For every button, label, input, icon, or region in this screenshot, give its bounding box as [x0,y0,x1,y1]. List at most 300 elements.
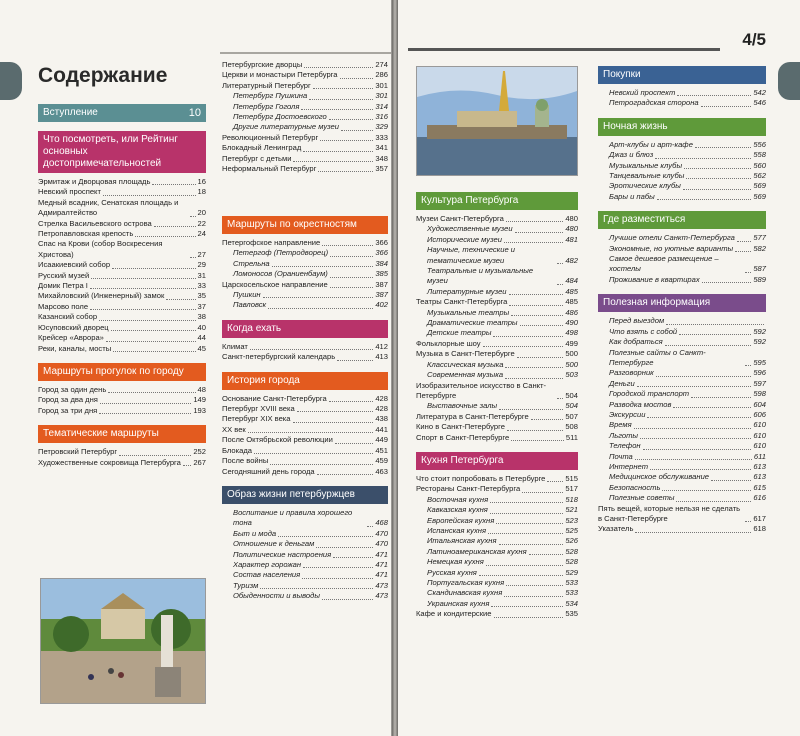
toc-entry-page: 515 [565,473,578,483]
toc-entry[interactable] [416,609,578,619]
toc-entry[interactable] [38,271,206,281]
toc-entry[interactable] [416,370,578,380]
leader-dots [711,480,751,481]
toc-entry[interactable] [416,568,578,578]
toc-entry-title: Петровский Петербург [38,447,118,457]
toc-entry[interactable] [38,198,206,219]
toc-entry[interactable] [222,581,388,591]
toc-entry-page: 569 [753,191,766,201]
toc-entry[interactable] [416,516,578,526]
leader-dots [684,168,751,169]
toc-entry-page: 617 [753,514,766,523]
leader-dots [152,184,195,185]
leader-dots [270,464,373,465]
toc-entry-page: 149 [193,395,206,405]
toc-entry[interactable] [222,446,388,456]
toc-entry-title: Безопасность [609,482,661,492]
toc-entry[interactable] [38,395,206,405]
toc-entry-title: Отношение к деньгам [233,539,315,549]
section-heading[interactable] [598,211,766,229]
leader-dots [302,578,373,579]
toc-entry[interactable] [38,458,206,468]
toc-entry-title: Эротические клубы [609,181,681,191]
toc-entry[interactable] [222,394,388,404]
toc-entry-page: 533 [565,578,578,587]
toc-entry-page: 449 [375,435,388,445]
leader-dots [557,263,563,264]
toc-entry[interactable] [38,291,206,301]
toc-entry[interactable] [416,422,578,432]
toc-entry[interactable] [598,452,766,462]
section-heading[interactable] [598,118,766,136]
toc-entry-title: Литературный Петербург [222,80,311,90]
toc-entry[interactable] [416,266,578,287]
leader-dots [112,268,195,269]
toc-entry-title: Спас на Крови (собор Воскресения Христова) [38,239,163,259]
toc-entry[interactable] [598,337,766,347]
toc-entry[interactable] [222,259,388,269]
toc-entry-page: 560 [753,160,766,170]
toc-entry[interactable] [416,474,578,484]
toc-entry[interactable] [416,433,578,443]
toc-entry[interactable] [222,70,388,80]
toc-entry[interactable] [416,526,578,536]
toc-entry[interactable] [416,297,578,307]
toc-entry-page: 471 [375,570,388,580]
toc-entry-page: 529 [565,567,578,577]
leader-dots [293,161,373,162]
toc-entry[interactable] [416,381,578,402]
toc-entry[interactable] [222,539,388,549]
toc-entry[interactable] [416,235,578,245]
toc-entry-page: 577 [753,233,766,243]
toc-entry[interactable] [598,379,766,389]
leader-dots [318,171,373,172]
toc-entry-title: Петербург Достоевского [233,112,327,122]
toc-entry[interactable] [598,140,766,150]
toc-column-3 [416,192,578,629]
leader-dots [90,288,196,289]
leader-dots [250,349,373,350]
toc-entry-page: 37 [197,301,206,311]
toc-entry[interactable] [222,81,388,91]
leader-dots [330,277,374,278]
toc-entry-page: 503 [565,370,578,380]
toc-entry-title: Русский музей [38,270,90,280]
toc-entry-title: Рестораны Санкт-Петербурга [416,484,521,494]
toc-entry[interactable] [38,312,206,322]
toc-entry-title: Воспитание и правила хорошего тона [233,507,353,528]
toc-entry-page: 35 [197,291,206,301]
toc-entry[interactable] [416,588,578,598]
toc-entry-page: 534 [565,598,578,608]
toc-entry-page: 20 [197,208,206,218]
toc-entry-title: Музыкальные театры [427,307,510,317]
toc-section [222,216,388,311]
toc-entry[interactable] [222,290,388,300]
toc-entry-page: 518 [565,494,578,504]
toc-entry[interactable] [222,280,388,290]
toc-entry-page: 528 [565,557,578,567]
toc-entry[interactable] [222,456,388,466]
leader-dots [190,257,196,258]
leader-dots [655,158,751,159]
leader-dots [499,409,563,410]
toc-entry[interactable] [38,406,206,416]
toc-entry[interactable] [222,425,388,435]
leader-dots [509,294,564,295]
toc-entry[interactable] [598,441,766,451]
leader-dots [268,308,373,309]
leader-dots [119,455,191,456]
toc-entry[interactable] [598,493,766,503]
toc-entry-title: Марсово поле [38,301,89,311]
toc-entry[interactable] [222,414,388,424]
toc-entry[interactable] [38,281,206,291]
toc-entry-title: После войны [222,456,269,466]
toc-entry[interactable] [38,177,206,187]
toc-entry-title: Самое дешевое размещение – хостелы [609,254,719,274]
toc-entry[interactable] [598,161,766,171]
toc-entry[interactable] [416,599,578,609]
toc-entry[interactable] [598,181,766,191]
toc-entry-page: 301 [375,91,388,101]
leader-dots [529,554,564,555]
toc-entry[interactable] [222,269,388,279]
toc-entry-page: 504 [565,390,578,400]
leader-dots [90,309,195,310]
toc-entry[interactable] [598,275,766,285]
toc-entry-title: Латиноамериканская кухня [427,546,527,556]
toc-entry[interactable] [222,133,388,143]
leader-dots [701,106,752,107]
toc-entry[interactable] [38,302,206,312]
toc-entry[interactable] [598,316,766,326]
toc-entry[interactable] [598,254,766,275]
toc-entry-title: Блокада [222,445,253,455]
section-heading[interactable] [416,192,578,210]
toc-entry[interactable] [416,536,578,546]
toc-entry[interactable] [222,529,388,539]
toc-entry-page: 562 [753,171,766,181]
toc-entry-page: 341 [375,143,388,153]
toc-entry-title: Европейская кухня [427,515,495,525]
leader-dots [677,95,751,96]
leader-dots [304,67,373,68]
leader-dots [745,521,751,522]
section-heading[interactable] [416,452,578,470]
toc-entry[interactable] [416,328,578,338]
section-title: Что посмотреть, или Рейтинг основных достопримечательностей [43,134,178,169]
toc-entry[interactable] [416,245,578,266]
leader-dots [335,443,373,444]
leader-dots [297,411,374,412]
leader-dots [673,407,751,408]
section-heading[interactable] [38,131,206,173]
toc-entry-title: Драматические театры [427,318,518,328]
toc-entry-title: Итальянская кухня [427,536,497,546]
toc-entry-title: Детские театры [427,328,492,338]
toc-entry[interactable] [222,300,388,310]
leader-dots [483,346,564,347]
toc-entry[interactable] [222,570,388,580]
leader-dots [676,501,751,502]
toc-entry-title: Русская кухня [427,567,477,577]
toc-entry[interactable] [598,192,766,202]
section-title: Когда ехать [227,322,282,334]
toc-entry[interactable] [222,404,388,414]
toc-entry[interactable] [598,171,766,181]
toc-entry-page: 468 [375,518,388,528]
page-title: Содержание [38,64,168,87]
toc-entry[interactable] [598,400,766,410]
toc-entry[interactable] [416,401,578,411]
leader-dots [662,490,751,491]
toc-entry[interactable] [598,98,766,108]
toc-entry-title: Эрмитаж и Дворцовая площадь [38,177,151,186]
toc-entry-title: Исаакиевский собор [38,260,111,270]
toc-entry[interactable] [222,154,388,164]
toc-entry-title: Город за два дня [38,395,98,405]
toc-entry[interactable] [38,187,206,197]
toc-entry[interactable] [38,219,206,229]
toc-column-2 [222,216,388,611]
toc-entry[interactable] [222,122,388,132]
toc-entry-title: Другие литературные музеи [233,122,340,132]
toc-entry-title: Домик Петра I [38,281,88,291]
leader-dots [303,567,373,568]
toc-entry[interactable] [222,550,388,560]
toc-entry[interactable] [222,591,388,601]
toc-entry[interactable] [38,239,206,260]
toc-entry-page: 610 [753,420,766,430]
toc-entry[interactable] [222,112,388,122]
toc-entry-page: 385 [375,269,388,279]
section-heading[interactable] [38,363,206,381]
toc-entry-page: 604 [753,399,766,409]
toc-entry[interactable] [598,420,766,430]
toc-entry[interactable] [598,462,766,472]
leader-dots [504,242,563,243]
toc-entry-title: Пушкин [233,290,261,300]
leader-dots [254,453,373,454]
toc-entry[interactable] [222,102,388,112]
toc-entry[interactable] [222,352,388,362]
toc-entry-title: Петербург Гоголя [233,101,300,111]
toc-entry-title: Бары и пабы [609,191,655,201]
toc-entry-title: Португальская кухня [427,578,505,587]
toc-entry[interactable] [222,435,388,445]
section-heading[interactable] [38,104,206,122]
leader-dots [637,386,752,387]
toc-entry-page: 613 [753,472,766,482]
toc-entry[interactable] [416,308,578,318]
section-title: Где разместиться [603,214,686,226]
leader-dots [479,575,563,576]
toc-entry-page: 542 [753,88,766,97]
toc-entry[interactable] [38,229,206,239]
toc-entry-page: 611 [753,451,766,461]
leader-dots [493,336,563,337]
toc-entry-title: Выставочные залы [427,401,498,411]
toc-entry[interactable] [598,88,766,98]
toc-entry[interactable] [222,560,388,570]
toc-entry-page: 606 [753,409,766,419]
toc-entry[interactable] [38,447,206,457]
toc-entry[interactable] [38,344,206,354]
leader-dots [499,544,564,545]
leader-dots [496,523,563,524]
leader-dots [166,299,195,300]
toc-entry-page: 274 [375,60,388,69]
toc-entry[interactable] [416,349,578,359]
leader-dots [522,492,563,493]
toc-entry[interactable] [222,508,388,529]
toc-entry[interactable] [416,412,578,422]
section-heading[interactable] [222,372,388,390]
toc-entry[interactable] [598,504,766,525]
toc-entry[interactable] [222,143,388,153]
leader-dots [99,413,191,414]
toc-entry[interactable] [416,360,578,370]
toc-entry[interactable] [222,248,388,258]
section-heading[interactable] [222,486,388,504]
section-heading[interactable] [38,425,206,443]
section-heading[interactable] [222,320,388,338]
toc-entry[interactable] [598,524,766,534]
toc-entry-title: Экономные, но уютные варианты [609,243,734,253]
leader-dots [702,282,752,283]
toc-entry-title: Телефон [609,441,641,451]
leader-dots [531,419,564,420]
toc-entry[interactable] [222,60,388,70]
toc-entry[interactable] [598,410,766,420]
toc-entry-page: 610 [753,430,766,440]
toc-entry[interactable] [416,224,578,234]
toc-entry-title: Юсуповский дворец [38,322,109,332]
toc-entry-page: 481 [565,234,578,244]
section-heading[interactable] [222,216,388,234]
toc-entry[interactable] [222,342,388,352]
toc-entry[interactable] [416,557,578,567]
leader-dots [506,221,564,222]
toc-entry[interactable] [598,472,766,482]
toc-entry[interactable] [416,339,578,349]
section-heading[interactable] [598,66,766,84]
toc-entry[interactable] [416,495,578,505]
leader-dots [679,334,751,335]
toc-entry[interactable] [38,385,206,395]
toc-entry-title: Город за три дня [38,405,98,415]
toc-entry-title: Политические настроения [233,549,332,559]
leader-dots [293,422,374,423]
toc-entry[interactable] [416,547,578,557]
toc-entry-page: 387 [375,279,388,289]
leader-dots [686,178,751,179]
toc-entry[interactable] [416,318,578,328]
toc-entry-page: 40 [197,322,206,332]
toc-entry-page: 480 [565,224,578,234]
leader-dots [745,365,751,366]
toc-entry-page: 27 [197,249,206,259]
toc-entry-page: 618 [753,524,766,534]
toc-entry-page: 470 [375,539,388,549]
toc-entry[interactable] [598,389,766,399]
toc-entry-title: Фольклорные шоу [416,338,481,348]
toc-entry[interactable] [598,233,766,243]
leader-dots [333,557,373,558]
toc-entry-page: 504 [565,401,578,411]
toc-entry[interactable] [598,327,766,337]
toc-entry-page: 587 [753,264,766,274]
leader-dots [486,565,564,566]
toc-entry[interactable] [416,578,578,588]
toc-entry[interactable] [222,164,388,174]
toc-column-4 [598,66,766,544]
toc-entry-title: Невский проспект [609,88,676,97]
toc-entry[interactable] [222,467,388,477]
toc-entry-title: Музыка в Санкт-Петербурге [416,349,515,359]
toc-entry[interactable] [222,91,388,101]
toc-entry-title: Что взять с собой [609,326,678,336]
right-page [398,0,800,736]
toc-column-2-top [222,60,388,174]
page-tab-marker [0,62,22,100]
toc-entry-title: Невский проспект [38,187,101,197]
section-title: Покупки [603,69,641,80]
toc-column-1 [38,104,206,477]
toc-section [598,118,766,202]
toc-entry-page: 451 [375,445,388,455]
leader-dots [557,284,563,285]
toc-entry[interactable] [38,333,206,343]
top-rule [220,52,392,54]
page-tab-marker [778,62,800,100]
toc-entry[interactable] [416,287,578,297]
toc-section [416,192,578,443]
toc-entry-title: Петербургские дворцы [222,60,303,69]
toc-entry[interactable] [416,505,578,515]
toc-entry-page: 500 [565,359,578,369]
toc-entry-title: Обыденности и выводы [233,591,320,601]
toc-entry[interactable] [38,323,206,333]
toc-entry-page: 526 [565,536,578,546]
toc-entry[interactable] [598,483,766,493]
toc-entry[interactable] [416,214,578,224]
toc-entry-title: Состав населения [233,570,301,580]
toc-entry-page: 595 [753,357,766,367]
toc-section [222,372,388,477]
toc-entry[interactable] [38,260,206,270]
toc-entry[interactable] [416,484,578,494]
toc-entry[interactable] [598,150,766,160]
toc-entry-title: Танцевальные клубы [609,171,685,181]
toc-entry[interactable] [598,368,766,378]
toc-entry-page: 596 [753,368,766,378]
toc-entry[interactable] [598,431,766,441]
section-title: Ночная жизнь [603,120,668,132]
toc-entry-title: Интернет [609,461,649,471]
toc-entry-page: 517 [565,484,578,494]
toc-entry[interactable] [222,238,388,248]
toc-entry-page: 490 [565,318,578,328]
toc-entry-title: Классическая музыка [427,359,504,369]
toc-entry[interactable] [598,348,766,369]
toc-entry[interactable] [598,244,766,254]
toc-entry-title: Музыкальные клубы [609,160,683,170]
section-heading[interactable] [598,294,766,312]
toc-entry-title: Кино в Санкт-Петербурге [416,422,505,432]
